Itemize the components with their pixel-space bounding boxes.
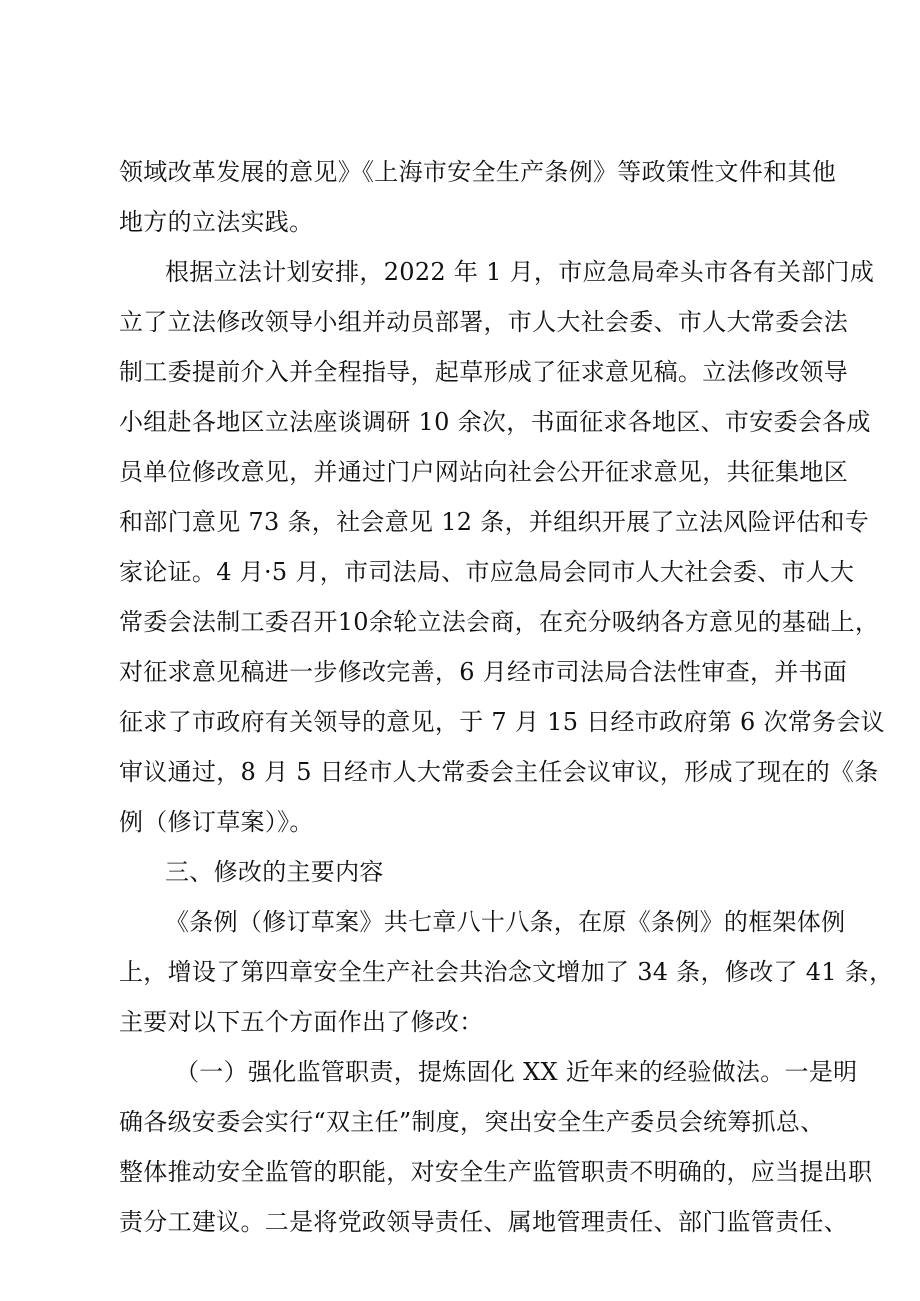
paragraph-start-line: 《条例（修订草案》共七章八十八条，在原《条例》的框架体例 xyxy=(165,908,846,936)
subsection-start-line: （一）强化监管职责，提炼固化 XX 近年来的经验做法。一是明 xyxy=(175,1058,858,1086)
text-line: 领域改革发展的意见》《上海市安全生产条例》等政策性文件和其他 xyxy=(119,158,836,186)
text-line: 小组赴各地区立法座谈调研 10 余次，书面征求各地区、市安委会各成 xyxy=(119,408,871,436)
text-line: 常委会法制工委召开10余轮立法会商，在充分吸纳各方意见的基础上， xyxy=(119,608,880,636)
text-line: 地方的立法实践。 xyxy=(119,208,314,236)
text-line: 主要对以下五个方面作出了修改： xyxy=(119,1008,484,1036)
text-line: 整体推动安全监管的职能，对安全生产监管职责不明确的，应当提出职 xyxy=(119,1158,873,1186)
text-line: 制工委提前介入并全程指导，起草形成了征求意见稿。立法修改领导 xyxy=(119,358,848,386)
text-line: 例（修订草案）》。 xyxy=(119,808,314,836)
paragraph-start-line: 根据立法计划安排，2022 年 1 月，市应急局牵头市各有关部门成 xyxy=(165,258,875,286)
text-line: 家论证。4 月·5 月，市司法局、市应急局会同市人大社会委、市人大 xyxy=(119,558,855,586)
text-line: 上，增设了第四章安全生产社会共治念文增加了 34 条，修改了 41 条， xyxy=(119,958,894,986)
text-line: 责分工建议。二是将党政领导责任、属地管理责任、部门监管责任、 xyxy=(119,1208,848,1236)
text-line: 立了立法修改领导小组并动员部署，市人大社会委、市人大常委会法 xyxy=(119,308,848,336)
text-line: 和部门意见 73 条，社会意见 12 条，并组织开展了立法风险评估和专 xyxy=(119,508,870,536)
text-line: 员单位修改意见，并通过门户网站向社会公开征求意见，共征集地区 xyxy=(119,458,848,486)
text-line: 对征求意见稿进一步修改完善，6 月经市司法局合法性审查，并书面 xyxy=(119,658,848,686)
text-line: 征求了市政府有关领导的意见，于 7 月 15 日经市政府第 6 次常务会议 xyxy=(119,708,885,736)
text-line: 确各级安委会实行“双主任”制度，突出安全生产委员会统筹抓总、 xyxy=(119,1108,825,1136)
text-line: 审议通过，8 月 5 日经市人大常委会主任会议审议，形成了现在的《条 xyxy=(119,758,879,786)
section-heading: 三、修改的主要内容 xyxy=(165,858,384,886)
